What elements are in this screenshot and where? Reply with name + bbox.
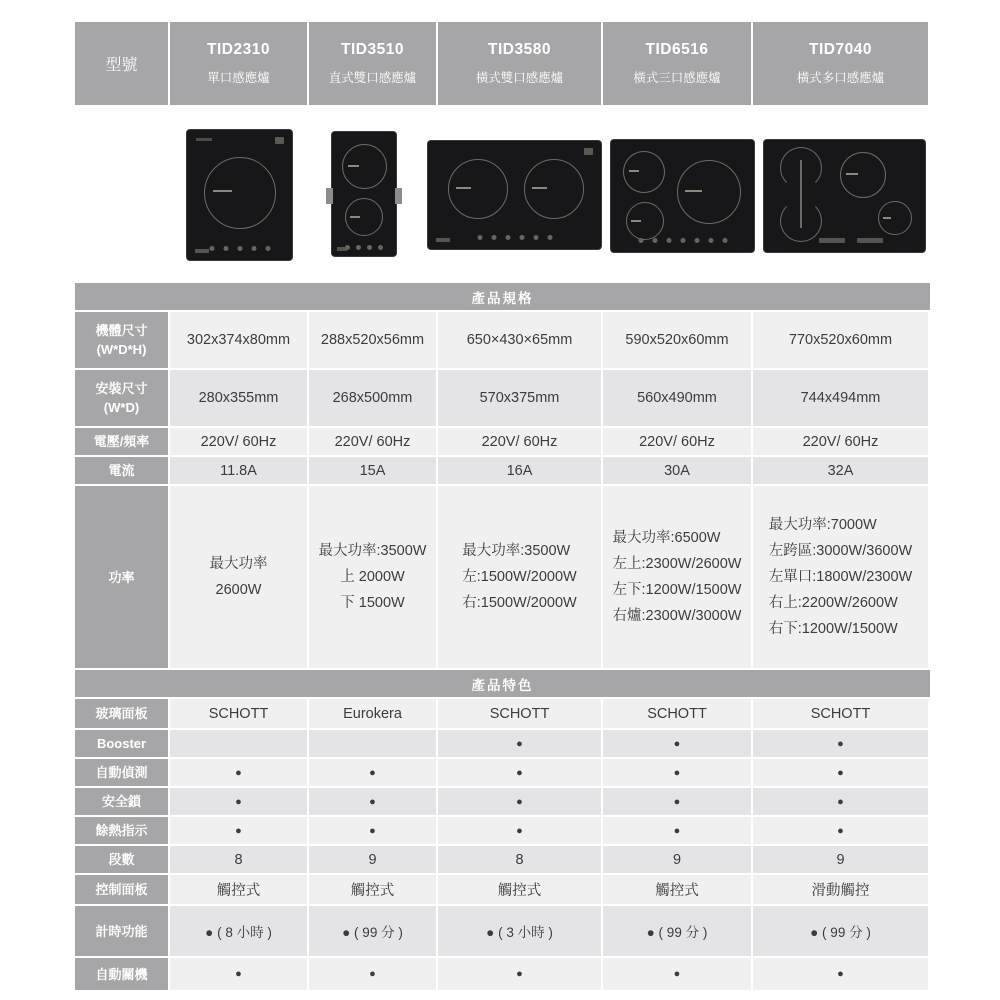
feature-cell: ● ( 99 分 ) [309,906,436,956]
spec-cell: 288x520x56mm [309,312,436,368]
spec-cell: 650×430×65mm [438,312,601,368]
feature-cell: 觸控式 [603,875,751,904]
feature-cell: ● [309,759,436,786]
mount-bracket [395,188,402,204]
row-label: 自動關機 [75,958,168,990]
feature-cell: ● [438,817,601,844]
row-label: 自動偵測 [75,759,168,786]
model-id: TID3580 [488,41,551,58]
feature-cell: ● [603,759,751,786]
burner-ring-icon [345,198,383,236]
touch-controls [477,235,552,240]
burner-ring-icon [626,202,664,240]
feature-cell: 8 [438,846,601,873]
feature-row [75,906,930,956]
spec-cell: 744x494mm [753,370,928,426]
product-image-tid2310 [187,130,292,260]
touch-controls [345,245,383,250]
slider-controls [819,238,883,243]
spec-row [75,428,930,455]
row-label: Booster [75,730,168,757]
spec-row [75,457,930,484]
spec-cell: 280x355mm [170,370,307,426]
spec-row [75,370,930,426]
spec-cell: 268x500mm [309,370,436,426]
feature-cell: 9 [309,846,436,873]
burner-ring-icon [524,159,584,219]
product-image-tid3580 [428,141,601,249]
product-images-row [75,107,930,283]
brand-logo-icon [584,148,593,155]
product-image-tid7040 [764,140,925,252]
feature-cell: ● ( 8 小時 ) [170,906,307,956]
burner-ring-icon [677,160,741,224]
feature-cell: ● [170,759,307,786]
feature-cell: 滑動觸控 [753,875,928,904]
model-subtitle: 橫式多口感應爐 [796,71,885,85]
spec-cell: 590x520x60mm [603,312,751,368]
model-header-tid3580 [438,22,601,105]
model-header-tid3510 [309,22,436,105]
burner-ring-icon [448,159,508,219]
touch-controls [638,238,727,243]
spec-cell: 220V/ 60Hz [438,428,601,455]
feature-cell: ● [438,958,601,990]
burner-ring-icon [623,151,665,193]
burner-ring-icon [840,152,886,198]
burner-ring-icon [878,201,912,235]
model-header-tid6516 [603,22,751,105]
feature-row [75,730,930,757]
feature-cell: ● [753,730,928,757]
mount-bracket [326,188,333,204]
row-label: 玻璃面板 [75,699,168,728]
spec-cell: 770x520x60mm [753,312,928,368]
feature-cell: ● [309,958,436,990]
feature-cell: SCHOTT [170,699,307,728]
feature-cell: ● [170,958,307,990]
feature-cell: ● ( 3 小時 ) [438,906,601,956]
spec-cell: 最大功率:6500W 左上:2300W/2600W 左下:1200W/1500W 右爐:2300W/3000W [603,486,751,668]
feature-cell: 觸控式 [438,875,601,904]
row-label: 電壓/頻率 [75,428,168,455]
panel-text [196,138,212,141]
model-header-row [75,22,930,105]
section-title-specs: 產品規格 [75,283,930,310]
spec-cell: 30A [603,457,751,484]
row-label: 計時功能 [75,906,168,956]
feature-row [75,699,930,728]
spec-cell: 最大功率:7000W 左跨區:3000W/3600W 左單口:1800W/2300W 右上:2200W/2600W 右下:1200W/1500W [753,486,928,668]
touch-controls [209,246,270,251]
feature-cell: SCHOTT [753,699,928,728]
bridge-zone-divider-icon [800,160,802,228]
model-header-tid7040 [753,22,928,105]
row-label: 功率 [75,486,168,668]
feature-cell: ● [753,817,928,844]
model-id: TID7040 [809,41,872,58]
product-image-tid6516 [611,140,754,252]
spec-cell: 220V/ 60Hz [170,428,307,455]
spec-cell: 16A [438,457,601,484]
model-subtitle: 單口感應爐 [207,71,270,85]
feature-cell: ● ( 99 分 ) [753,906,928,956]
row-label: 安全鎖 [75,788,168,815]
feature-row [75,759,930,786]
feature-cell: 8 [170,846,307,873]
row-label: 電流 [75,457,168,484]
feature-cell: ● [603,817,751,844]
spec-cell: 最大功率 2600W [170,486,307,668]
model-column-label: 型號 [75,22,168,105]
feature-cell: 觸控式 [170,875,307,904]
feature-cell [170,730,307,757]
model-subtitle: 橫式三口感應爐 [633,71,721,85]
model-id: TID6516 [645,41,709,58]
burner-ring-icon [204,157,276,229]
row-label: 安裝尺寸 (W*D) [75,370,168,426]
spec-cell: 15A [309,457,436,484]
feature-cell: ● [753,788,928,815]
feature-cell: ● [170,788,307,815]
feature-row [75,958,930,990]
feature-cell: ● ( 99 分 ) [603,906,751,956]
spec-cell: 11.8A [170,457,307,484]
row-label: 段數 [75,846,168,873]
spec-cell: 302x374x80mm [170,312,307,368]
spec-cell: 220V/ 60Hz [603,428,751,455]
spec-rows-container [75,312,930,668]
feature-cell: ● [753,958,928,990]
feature-cell: ● [438,788,601,815]
feature-cell: SCHOTT [438,699,601,728]
feature-row [75,875,930,904]
feature-row [75,788,930,815]
model-id: TID2310 [207,41,270,58]
brand-logo-icon [275,137,284,144]
feature-cell: ● [753,759,928,786]
feature-cell: 觸控式 [309,875,436,904]
spec-cell: 220V/ 60Hz [753,428,928,455]
brand-mark [436,238,450,242]
feature-row [75,817,930,844]
row-label: 控制面板 [75,875,168,904]
spec-cell: 最大功率:3500W 上 2000W 下 1500W [309,486,436,668]
feature-cell: ● [309,817,436,844]
product-image-tid3510 [332,132,396,256]
feature-cell: 9 [753,846,928,873]
spec-row [75,312,930,368]
feature-cell: ● [170,817,307,844]
spec-cell: 32A [753,457,928,484]
feature-cell: SCHOTT [603,699,751,728]
row-label: 餘熱指示 [75,817,168,844]
section-title-features: 產品特色 [75,670,930,697]
model-subtitle: 橫式雙口感應爐 [475,71,564,85]
feature-cell: ● [603,788,751,815]
spec-cell: 570x375mm [438,370,601,426]
feature-cell [309,730,436,757]
brand-mark [195,249,209,253]
feature-cell: Eurokera [309,699,436,728]
model-header-tid2310 [170,22,307,105]
burner-ring-icon [342,144,387,189]
model-subtitle: 直式雙口感應爐 [328,71,417,85]
spec-cell: 最大功率:3500W 左:1500W/2000W 右:1500W/2000W [438,486,601,668]
spec-cell: 560x490mm [603,370,751,426]
spec-row [75,486,930,668]
feature-rows-container [75,699,930,990]
feature-cell: 9 [603,846,751,873]
comparison-table [75,22,930,992]
feature-row [75,846,930,873]
feature-cell: ● [603,958,751,990]
spec-cell: 220V/ 60Hz [309,428,436,455]
feature-cell: ● [309,788,436,815]
feature-cell: ● [438,730,601,757]
row-label: 機體尺寸 (W*D*H) [75,312,168,368]
feature-cell: ● [438,759,601,786]
model-id: TID3510 [341,41,404,58]
feature-cell: ● [603,730,751,757]
